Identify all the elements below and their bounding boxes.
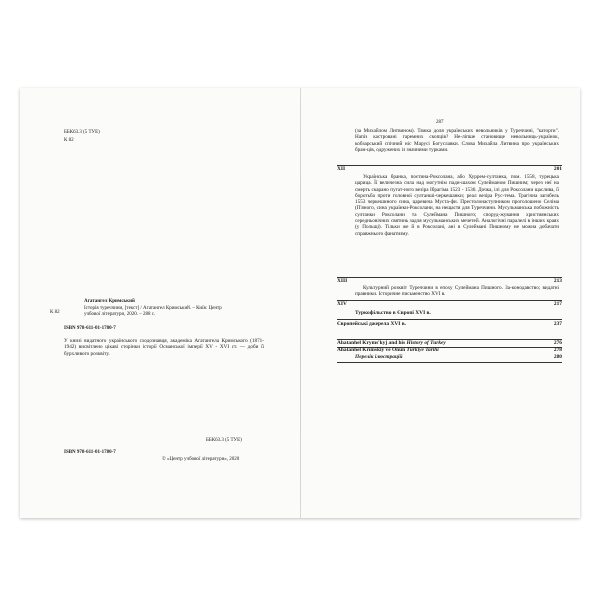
toc-turkish-title-row bbox=[337, 347, 562, 354]
bibliographic-line-1: Історія туреччини, [текст] / Агатангел Кримський. – Київ: Центр bbox=[84, 306, 222, 311]
toc-section-page: 201 bbox=[553, 166, 562, 172]
toc-section-number: XIII bbox=[337, 278, 348, 284]
toc-section-number: XIV bbox=[337, 301, 347, 307]
toc-section-xiv-heading bbox=[337, 301, 562, 308]
right-page bbox=[301, 88, 580, 518]
book-spread bbox=[20, 88, 580, 518]
toc-section-page: 217 bbox=[553, 301, 562, 307]
annotation-text: У книзі видатного українського сходознавця, академіка Агатангела Кримського (1871-1942) висвітлено цікаві сторінки історії Османської імперії XV - XVI ст. — доби її бурхливого розквіту. bbox=[64, 338, 264, 357]
illustrations-page: 280 bbox=[553, 354, 562, 360]
page-number: 287 bbox=[436, 120, 444, 125]
illustrations-title: Перелік ілюстрацій bbox=[355, 354, 403, 360]
bibliographic-line-2: учбової літератури, 2020. – 288 с. bbox=[84, 312, 156, 317]
turkophilia-heading: Туркофільство в Європі XVI в. bbox=[355, 310, 431, 316]
english-title-italic: History of Turkey bbox=[406, 340, 446, 346]
turkish-title-page: 278 bbox=[553, 347, 562, 353]
toc-intro-text: (за Михайлом Литвином). Тяжка доля українських невольників у Туреччині, "каторги". Напіз кастровані гаремних скопців? Не-ліпше становище невольниць-українок, кобзарський спічний ніс Марусі Богуславки. Слова Михайла Литвина про українських бран-ців, одружених із значними турками. bbox=[355, 128, 559, 153]
left-page bbox=[20, 88, 300, 518]
bbk-code-top: ББК63.3 (5 ТУЕ) bbox=[64, 130, 100, 135]
isbn-top: ISBN 978-611-01-1780-7 bbox=[64, 326, 116, 331]
european-sources-page: 237 bbox=[553, 321, 562, 327]
toc-section-xii-text: Українська бранка, поєтина-Роксолана, або Хуррем-султанка, пом. 1558, турецька царица. Її величезна сила над могутнім пади-шахом Сулейманом Пишним; через неї на смерть скарано пугат-ного везіра Ібрагіма 1523 - 1536. Дочка, ілі для Роксолани щаслива, її боротьба проти головної султанші-черкешанки; реал везіра Рус-тема. Трагічна загибель 1553 черкешиного сина, царевича Муста-фи. Престолонаступником проголошено Селіма (П'яного, сина українки-Роксолани, на нещастя для Туреччини. Мусульманська побожність султанки Роксолани та Сулеймана Пишного; споруд-жування християнських середньовічних святинь задля мусульманських мечетей. Аналогічні паралелі в інших краях (у Польщі). Тільки же й в Роксолані, ані в Сулеймані Пишному не можна добачати справжнього фанатизму. bbox=[355, 174, 559, 237]
toc-section-page: 213 bbox=[553, 278, 562, 284]
bbk-code-bottom: ББК63.3 (5 ТУЕ) bbox=[206, 438, 242, 443]
isbn-bottom: ISBN 978-611-01-1780-7 bbox=[64, 450, 116, 455]
english-title-prefix: Ahatanhel Kryms'kyj and his bbox=[337, 340, 407, 346]
european-sources-title: Європейські джерела XVI в. bbox=[337, 321, 406, 327]
toc-european-sources-row bbox=[337, 321, 562, 328]
author-name: Агатангел Кримський bbox=[84, 299, 135, 304]
turkish-title-prefix: Ahatanhel Krımskiy ve Onun bbox=[337, 347, 407, 353]
toc-illustrations-row bbox=[337, 354, 562, 361]
k-code-side: К 82 bbox=[50, 310, 60, 315]
toc-rule bbox=[337, 319, 562, 320]
toc-section-number: XII bbox=[337, 166, 346, 172]
toc-english-title-row bbox=[337, 340, 562, 347]
toc-section-xii-heading bbox=[337, 166, 562, 173]
toc-section-xiii-heading bbox=[337, 278, 562, 285]
turkish-title-italic: Türkiye Tarihi bbox=[406, 347, 439, 353]
english-title-page: 276 bbox=[553, 340, 562, 346]
copyright-line: © «Центр учбової літератури», 2020 bbox=[162, 457, 240, 462]
toc-section-xiii-text: Культурний розквіт Туреччини в епоху Сулеймана Пишного. За-конодавство; видатні правники. Історичне письменство XVI в. bbox=[355, 285, 559, 298]
k-code-top: К 82 bbox=[64, 138, 74, 143]
toc-rule bbox=[337, 362, 562, 363]
